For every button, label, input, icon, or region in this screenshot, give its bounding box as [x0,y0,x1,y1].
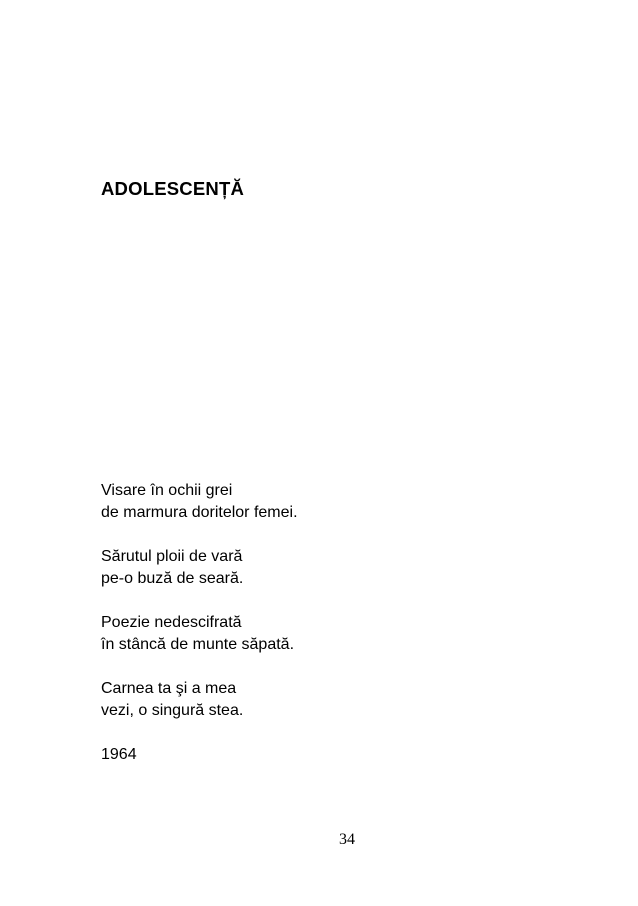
poem-line: Carnea ta şi a mea [101,680,237,697]
stanza [101,612,298,656]
poem-line: Poezie nedescifrată [101,614,242,631]
poem-line: în stâncă de munte săpată. [101,636,295,653]
poem-body [101,480,298,766]
poem-title: ADOLESCENȚĂ [101,178,245,199]
poem-line: Sărutul ploii de vară [101,548,243,565]
poem-line: de marmura doritelor femei. [101,504,298,521]
stanza [101,480,298,524]
stanza [101,546,298,590]
poem-line: Visare în ochii grei [101,482,233,499]
poem-line: vezi, o singură stea. [101,702,244,719]
page-number: 34 [339,831,355,848]
poem-date: 1964 [101,746,137,763]
stanza [101,678,298,722]
poem-line: pe-o buză de seară. [101,570,244,587]
